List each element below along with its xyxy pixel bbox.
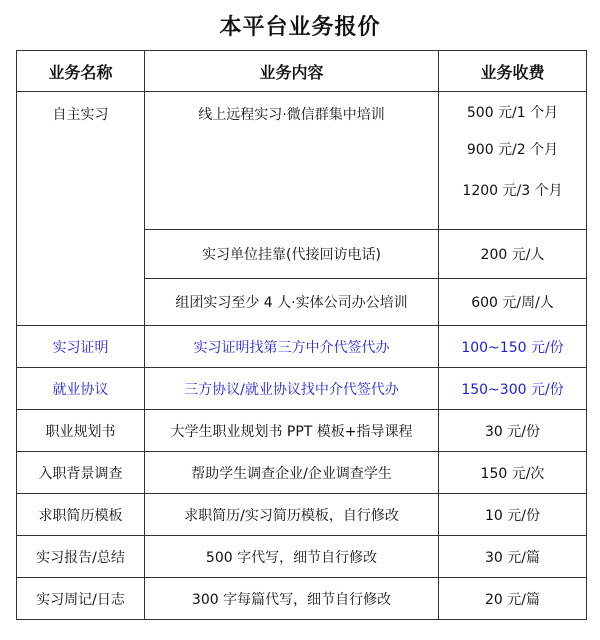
price-table: [16, 50, 587, 620]
table-row: [17, 326, 587, 368]
service-fee: 150~300 元/份: [439, 368, 587, 410]
service-content: 组团实习至少 4 人·实体公司办公培训: [145, 279, 439, 326]
service-fee: 20 元/篇: [439, 578, 587, 620]
service-fee: 500 元/1 个月: [466, 105, 559, 121]
service-fee: 30 元/份: [439, 410, 587, 452]
service-fee: 200 元/人: [439, 230, 587, 279]
service-fee: 1200 元/3 个月: [462, 183, 563, 199]
service-fee: 150 元/次: [439, 452, 587, 494]
service-content: 实习单位挂靠(代接回访电话): [145, 230, 439, 279]
table-row: [17, 410, 587, 452]
service-content: 500 字代写，细节自行修改: [145, 536, 439, 578]
service-name: 入职背景调查: [17, 452, 145, 494]
service-content: 300 字每篇代写，细节自行修改: [145, 578, 439, 620]
table-row: [17, 536, 587, 578]
service-content: 线上远程实习·微信群集中培训: [145, 92, 439, 230]
table-row: [17, 368, 587, 410]
table-header-row: [17, 51, 587, 92]
service-name: 就业协议: [17, 368, 145, 410]
service-name: 实习周记/日志: [17, 578, 145, 620]
service-content: 大学生职业规划书 PPT 模板+指导课程: [145, 410, 439, 452]
table-row: [17, 92, 587, 230]
service-content: 帮助学生调查企业/企业调查学生: [145, 452, 439, 494]
service-content: 求职简历/实习简历模板，自行修改: [145, 494, 439, 536]
service-fee-group: [439, 92, 587, 230]
table-row: [17, 452, 587, 494]
service-name: 自主实习: [17, 92, 145, 326]
service-name: 职业规划书: [17, 410, 145, 452]
service-fee: 600 元/周/人: [439, 279, 587, 326]
page-title: 本平台业务报价: [219, 15, 381, 40]
header-fee: 业务收费: [439, 51, 587, 92]
service-name: 实习报告/总结: [17, 536, 145, 578]
service-fee: 100~150 元/份: [439, 326, 587, 368]
service-fee: 900 元/2 个月: [466, 142, 559, 158]
service-name: 求职简历模板: [17, 494, 145, 536]
service-content: 三方协议/就业协议找中介代签代办: [145, 368, 439, 410]
table-row: [17, 578, 587, 620]
header-content: 业务内容: [145, 51, 439, 92]
service-content: 实习证明找第三方中介代签代办: [145, 326, 439, 368]
service-fee: 10 元/份: [439, 494, 587, 536]
service-fee: 30 元/篇: [439, 536, 587, 578]
service-name: 实习证明: [17, 326, 145, 368]
table-row: [17, 494, 587, 536]
header-name: 业务名称: [17, 51, 145, 92]
